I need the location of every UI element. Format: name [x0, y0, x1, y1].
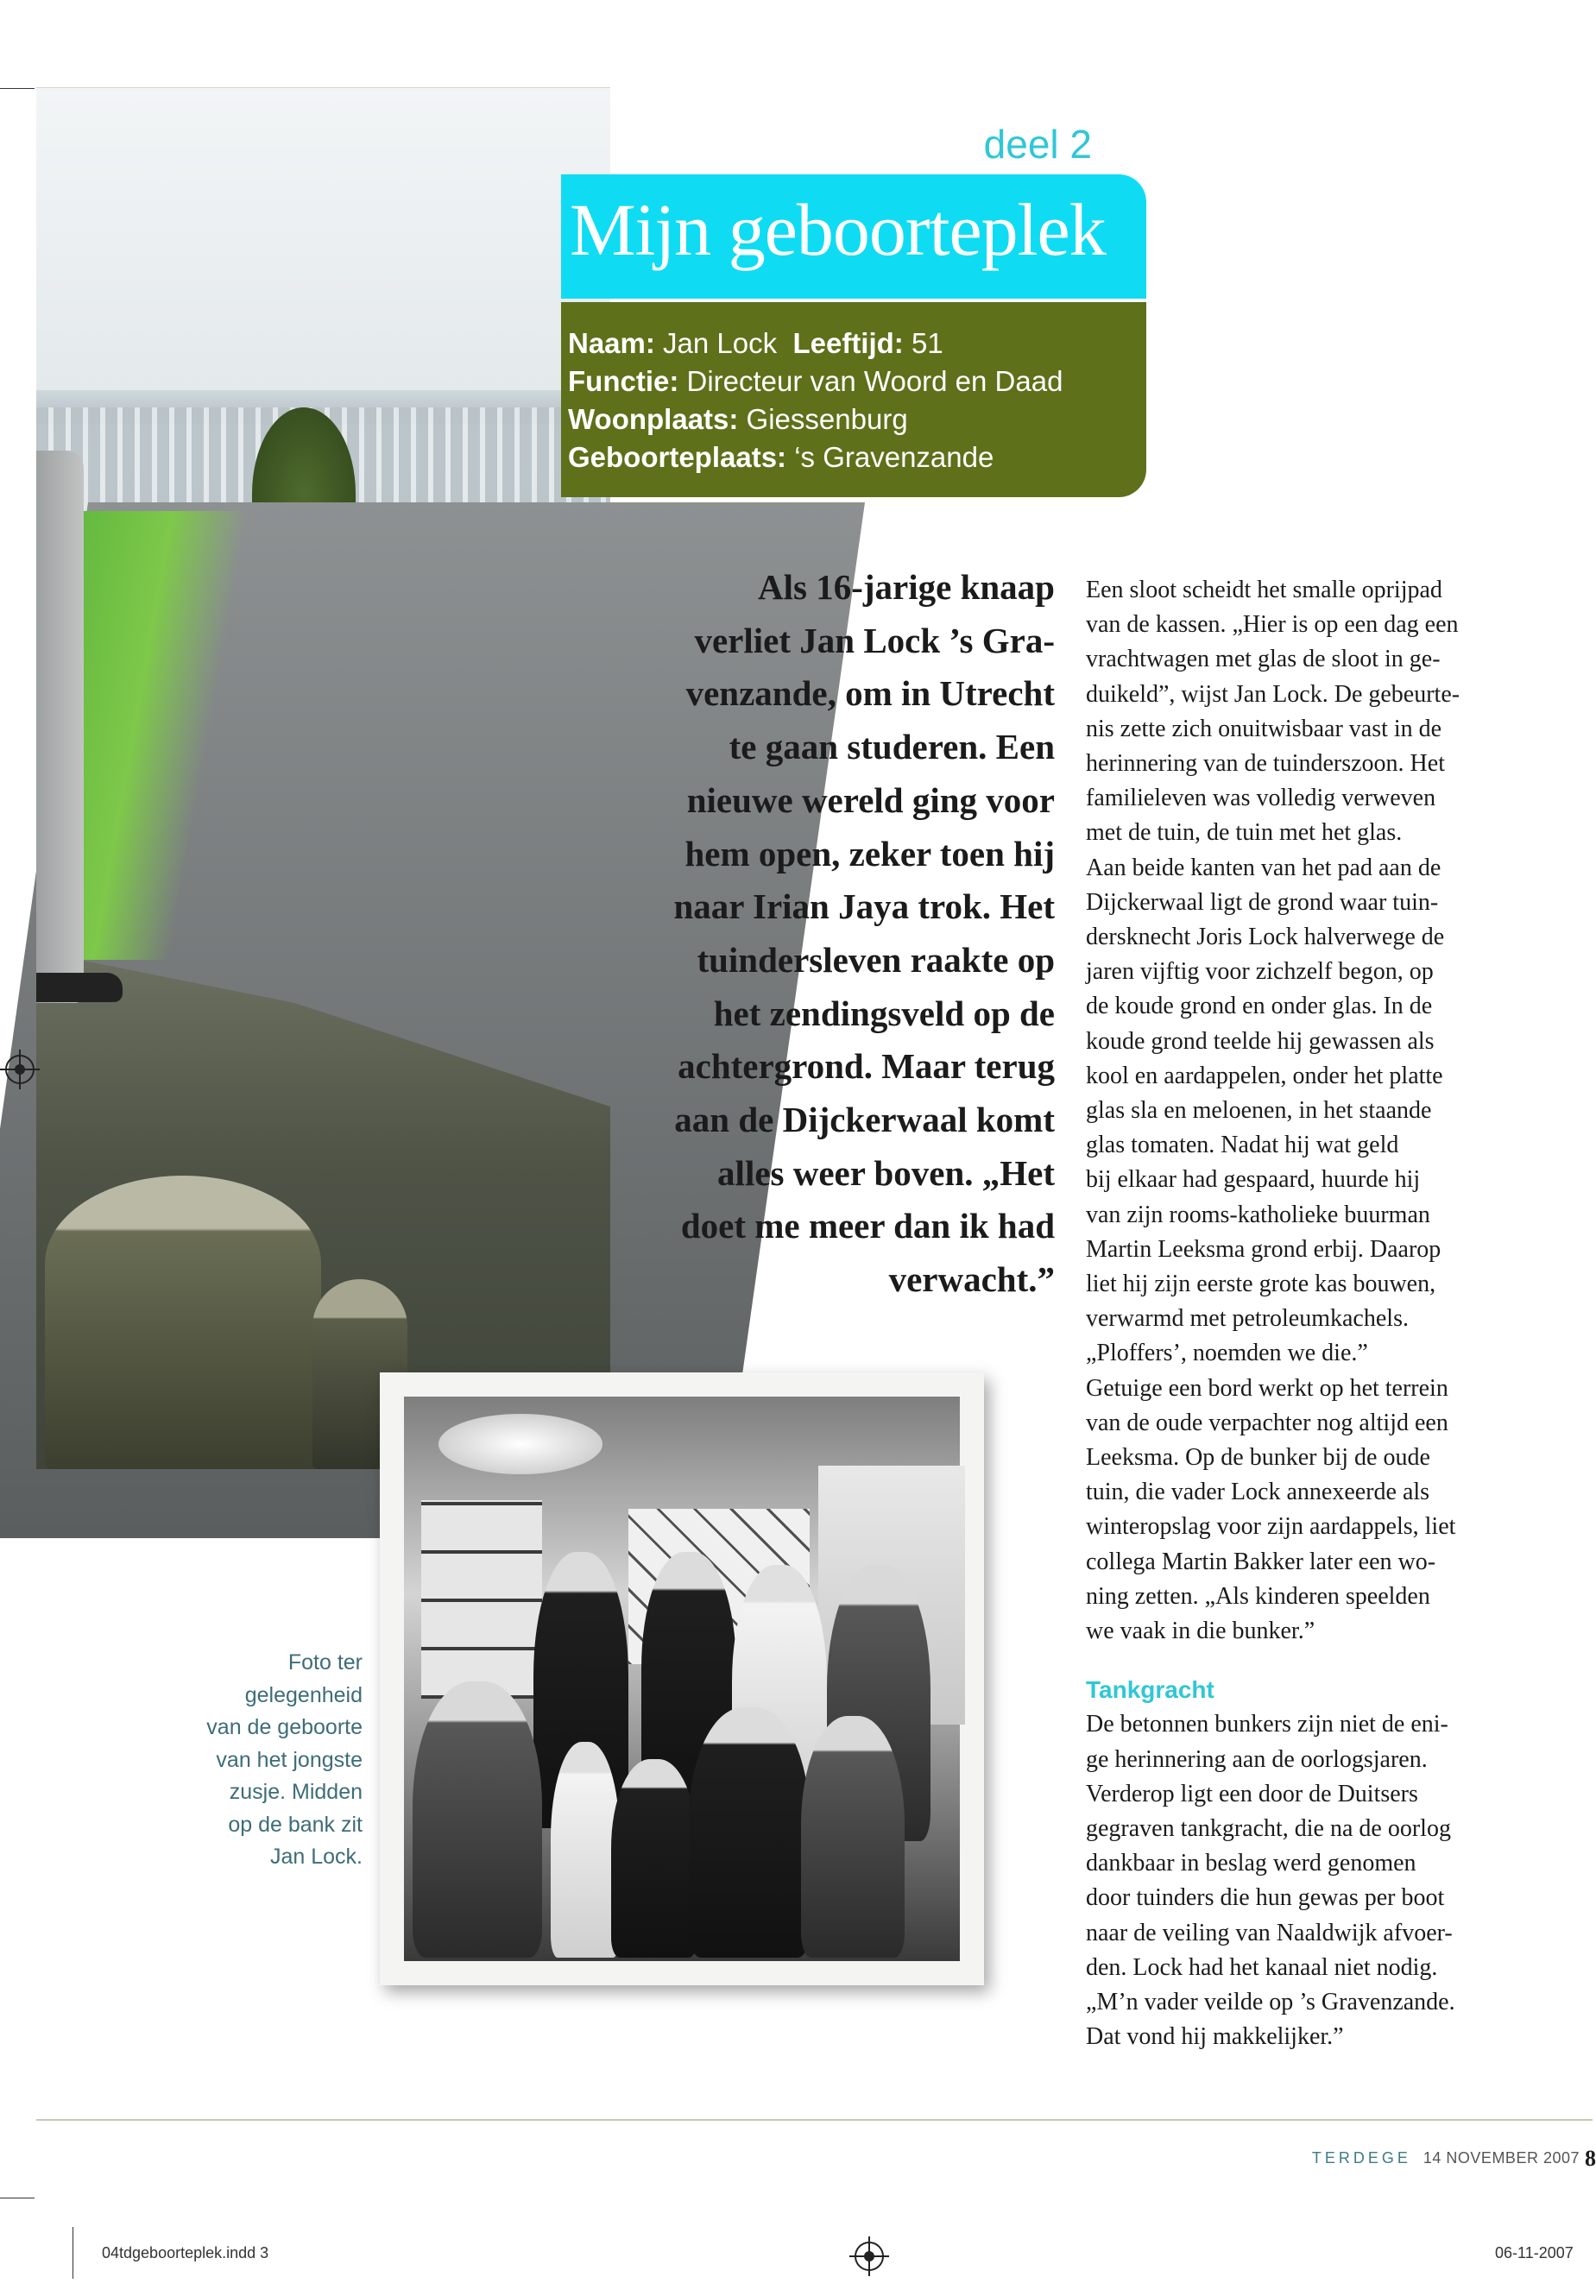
birthplace-label: Geboorteplaats: — [568, 441, 787, 473]
issue-date: 14 NOVEMBER 2007 — [1423, 2149, 1580, 2167]
residence-value: Giessenburg — [738, 403, 908, 435]
info-line-birthplace — [568, 438, 1146, 476]
body-text-part2: De betonnen bunkers zijn niet de eni- ge herinnering aan de oorlogsjaren. Verderop ligt een door de Duitsers gegraven tankgracht, die na de oorlog dankbaar in beslag werd genomen door tuinders die hun gewas per boot naar de veiling van Naaldwijk afvoer- den. Lock had het kanaal niet nodig. „M’n vader veilde op ’s Gravenzande. Dat vond hij makkelijker.” — [1086, 1711, 1455, 2051]
page-footer — [1208, 2149, 1580, 2167]
family-photo-image — [404, 1397, 960, 1961]
photo-figure-child1 — [551, 1742, 620, 1958]
photo-figure-child3 — [801, 1716, 905, 1958]
photo-person — [36, 451, 84, 1003]
title-bar — [561, 174, 1146, 299]
page-number: 8 — [1585, 2146, 1596, 2171]
registration-mark-bottom — [855, 2242, 884, 2271]
series-kicker: deel 2 — [983, 122, 1092, 167]
print-slug-filename: 04tdgeboorteplek.indd 3 — [102, 2244, 269, 2261]
body-column — [1086, 573, 1517, 2054]
photo-lamp — [438, 1414, 602, 1474]
photo-figure-mother — [413, 1681, 542, 1958]
photo-caption: Foto ter gelegenheid van de geboorte van het jongste zusje. Midden op de bank zit Jan Lock. — [206, 1650, 363, 1869]
family-photo — [380, 1372, 984, 1985]
photo-door-window — [421, 1500, 542, 1699]
registration-mark-left — [5, 1055, 35, 1084]
lead-text: Als 16-jarige knaap verliet Jan Lock ’s Gra- venzande, om in Utrecht te gaan studeren. Een nieuwe wereld ging voor hem open, zeker toen hij naar Irian Jaya trok. Het tuindersleven raakte op het zendingsveld op de achtergrond. Maar terug aan de Dijckerwaal komt alles weer boven. „Het doet me meer dan ik had verwacht.” — [673, 567, 1055, 1300]
bottom-rule — [36, 2119, 1593, 2121]
profile-info-box — [561, 302, 1146, 497]
subheading-tankgracht: Tankgracht — [1086, 1676, 1214, 1704]
info-line-name — [568, 325, 1146, 363]
body-text-part1: Een sloot scheidt het smalle oprijpad van de kassen. „Hier is op een dag een vrachtwagen met glas de sloot in ge- duikeld”, wijst Jan Lock. De gebeurte- nis zette zich onuitwisbaar vast in de herinnering van de tuinderszoon. Het familieleven was volledig verweven met de tuin, de tuin met het glas. Aan beide kanten van het pad aan de Dijckerwaal ligt de grond waar tuin- dersknecht Joris Lock halverwege de jaren vijftig voor zichzelf begon, op de koude grond en onder glas. In de koude grond teelde hij gewassen als kool en aardappelen, onder het platte glas sla en meloenen, in het staande glas tomaten. Nadat hij wat geld bij elkaar had gespaard, huurde hij van zijn rooms-katholieke buurman Martin Leeksma grond erbij. Daarop liet hij zijn eerste grote kas bouwen, verwarmd met petroleumkachels. „Ploffers’, noemden we die.” Getuige een bord werkt op het terrein van de oude verpachter nog altijd een Leeksma. Op de bunker bij de oude tuin, die vader Lock annexeerde als winteropslag voor zijn aardappels, liet collega Martin Bakker later een wo- ning zetten. „Als kinderen speelden we vaak in die bunker.” — [1086, 577, 1460, 1645]
birthplace-value: ‘s Gravenzande — [786, 441, 994, 473]
magazine-name: TERDEGE — [1311, 2149, 1411, 2167]
info-line-residence — [568, 401, 1146, 438]
print-slug-date: 06-11-2007 — [1495, 2244, 1574, 2261]
photo-figure-child2 — [611, 1759, 697, 1958]
article-title: Mijn geboorteplek — [570, 188, 1106, 271]
registration-dot — [864, 2251, 874, 2261]
residence-label: Woonplaats: — [568, 403, 739, 435]
info-line-function — [568, 363, 1146, 401]
photo-shoe — [36, 973, 123, 1002]
age-label: Leeftijd: — [792, 327, 904, 359]
crop-mark — [0, 88, 35, 89]
photo-figure-father — [689, 1707, 810, 1958]
registration-dot — [15, 1064, 25, 1075]
name-label: Naam: — [568, 327, 655, 359]
function-value: Directeur van Woord en Daad — [678, 365, 1063, 397]
lead-paragraph — [621, 561, 1055, 1307]
age-value: 51 — [903, 327, 943, 359]
photo-tree-stump — [45, 1176, 321, 1469]
name-value: Jan Lock — [654, 327, 778, 359]
landscape-photo — [36, 88, 610, 1467]
function-label: Functie: — [568, 365, 679, 397]
